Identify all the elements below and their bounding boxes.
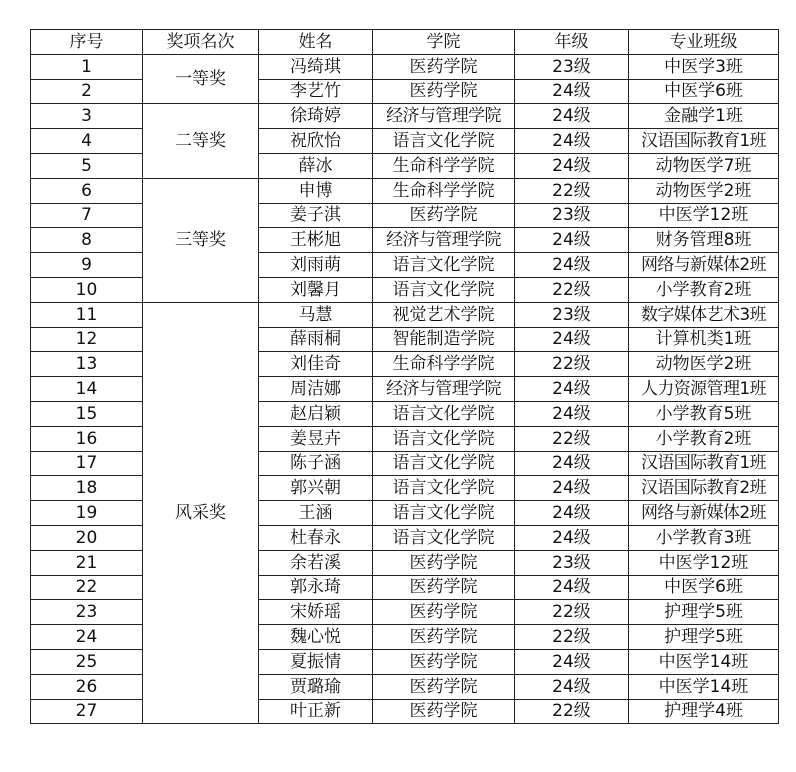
cell-seq: 3 (31, 104, 143, 129)
cell-grade: 24级 (515, 129, 629, 154)
cell-grade: 24级 (515, 79, 629, 104)
cell-class: 小学教育3班 (629, 525, 779, 550)
header-name: 姓名 (259, 30, 373, 55)
cell-seq: 6 (31, 178, 143, 203)
cell-college: 语言文化学院 (373, 253, 515, 278)
cell-name: 祝欣怡 (259, 129, 373, 154)
cell-seq: 15 (31, 401, 143, 426)
cell-college: 医药学院 (373, 674, 515, 699)
cell-grade: 24级 (515, 104, 629, 129)
cell-name: 申博 (259, 178, 373, 203)
cell-college: 医药学院 (373, 79, 515, 104)
cell-seq: 19 (31, 501, 143, 526)
cell-seq: 5 (31, 153, 143, 178)
cell-award: 三等奖 (143, 178, 259, 302)
cell-seq: 4 (31, 129, 143, 154)
cell-grade: 23级 (515, 203, 629, 228)
cell-college: 经济与管理学院 (373, 104, 515, 129)
cell-college: 医药学院 (373, 625, 515, 650)
cell-grade: 22级 (515, 426, 629, 451)
table-row (31, 104, 779, 129)
table-row (31, 302, 779, 327)
cell-grade: 24级 (515, 501, 629, 526)
cell-grade: 24级 (515, 377, 629, 402)
cell-name: 姜子淇 (259, 203, 373, 228)
cell-seq: 20 (31, 525, 143, 550)
cell-grade: 23级 (515, 550, 629, 575)
cell-name: 李艺竹 (259, 79, 373, 104)
cell-name: 刘雨萌 (259, 253, 373, 278)
cell-college: 生命科学学院 (373, 178, 515, 203)
cell-name: 王涵 (259, 501, 373, 526)
cell-class: 中医学12班 (629, 203, 779, 228)
cell-name: 叶正新 (259, 699, 373, 724)
cell-grade: 23级 (515, 54, 629, 79)
cell-seq: 27 (31, 699, 143, 724)
cell-class: 中医学6班 (629, 575, 779, 600)
cell-college: 医药学院 (373, 550, 515, 575)
table-row (31, 54, 779, 79)
cell-name: 刘馨月 (259, 277, 373, 302)
cell-college: 生命科学学院 (373, 153, 515, 178)
header-award: 奖项名次 (143, 30, 259, 55)
cell-award: 风采奖 (143, 302, 259, 724)
cell-seq: 1 (31, 54, 143, 79)
cell-college: 语言文化学院 (373, 501, 515, 526)
table-body (31, 54, 779, 724)
header-college: 学院 (373, 30, 515, 55)
cell-name: 宋娇瑶 (259, 600, 373, 625)
cell-name: 郭兴朝 (259, 476, 373, 501)
cell-class: 护理学5班 (629, 625, 779, 650)
cell-college: 视觉艺术学院 (373, 302, 515, 327)
cell-class: 护理学4班 (629, 699, 779, 724)
header-row (31, 30, 779, 55)
cell-grade: 23级 (515, 302, 629, 327)
cell-college: 医药学院 (373, 699, 515, 724)
cell-grade: 24级 (515, 575, 629, 600)
cell-grade: 22级 (515, 352, 629, 377)
header-grade: 年级 (515, 30, 629, 55)
cell-grade: 24级 (515, 228, 629, 253)
cell-seq: 2 (31, 79, 143, 104)
cell-grade: 22级 (515, 178, 629, 203)
cell-seq: 25 (31, 649, 143, 674)
cell-name: 刘佳奇 (259, 352, 373, 377)
cell-seq: 13 (31, 352, 143, 377)
cell-award: 一等奖 (143, 54, 259, 104)
cell-class: 护理学5班 (629, 600, 779, 625)
cell-college: 医药学院 (373, 203, 515, 228)
table-row (31, 178, 779, 203)
cell-class: 中医学12班 (629, 550, 779, 575)
cell-seq: 24 (31, 625, 143, 650)
cell-college: 语言文化学院 (373, 401, 515, 426)
cell-name: 赵启颖 (259, 401, 373, 426)
cell-class: 金融学1班 (629, 104, 779, 129)
cell-grade: 22级 (515, 277, 629, 302)
cell-class: 小学教育2班 (629, 277, 779, 302)
cell-seq: 14 (31, 377, 143, 402)
cell-class: 小学教育5班 (629, 401, 779, 426)
cell-class: 中医学14班 (629, 674, 779, 699)
cell-name: 杜春永 (259, 525, 373, 550)
cell-name: 贾璐瑜 (259, 674, 373, 699)
cell-college: 生命科学学院 (373, 352, 515, 377)
cell-grade: 24级 (515, 327, 629, 352)
cell-grade: 24级 (515, 451, 629, 476)
cell-grade: 22级 (515, 600, 629, 625)
header-class: 专业班级 (629, 30, 779, 55)
cell-name: 薛冰 (259, 153, 373, 178)
cell-college: 医药学院 (373, 649, 515, 674)
cell-class: 小学教育2班 (629, 426, 779, 451)
cell-grade: 22级 (515, 699, 629, 724)
cell-seq: 9 (31, 253, 143, 278)
cell-name: 冯绮琪 (259, 54, 373, 79)
awards-table (30, 29, 779, 724)
cell-college: 医药学院 (373, 600, 515, 625)
cell-class: 中医学6班 (629, 79, 779, 104)
cell-class: 汉语国际教育1班 (629, 451, 779, 476)
cell-seq: 7 (31, 203, 143, 228)
cell-seq: 22 (31, 575, 143, 600)
cell-seq: 11 (31, 302, 143, 327)
cell-grade: 22级 (515, 625, 629, 650)
cell-seq: 8 (31, 228, 143, 253)
cell-seq: 26 (31, 674, 143, 699)
cell-seq: 10 (31, 277, 143, 302)
cell-college: 智能制造学院 (373, 327, 515, 352)
cell-class: 动物医学2班 (629, 178, 779, 203)
cell-seq: 23 (31, 600, 143, 625)
cell-seq: 16 (31, 426, 143, 451)
cell-seq: 17 (31, 451, 143, 476)
cell-college: 语言文化学院 (373, 129, 515, 154)
cell-class: 数字媒体艺术3班 (629, 302, 779, 327)
cell-class: 动物医学7班 (629, 153, 779, 178)
cell-college: 经济与管理学院 (373, 228, 515, 253)
header-seq: 序号 (31, 30, 143, 55)
cell-class: 计算机类1班 (629, 327, 779, 352)
cell-class: 人力资源管理1班 (629, 377, 779, 402)
cell-seq: 21 (31, 550, 143, 575)
cell-grade: 24级 (515, 649, 629, 674)
cell-college: 语言文化学院 (373, 476, 515, 501)
cell-college: 语言文化学院 (373, 426, 515, 451)
cell-college: 语言文化学院 (373, 525, 515, 550)
cell-name: 魏心悦 (259, 625, 373, 650)
cell-class: 动物医学2班 (629, 352, 779, 377)
cell-seq: 12 (31, 327, 143, 352)
cell-grade: 24级 (515, 153, 629, 178)
cell-name: 王彬旭 (259, 228, 373, 253)
cell-name: 余若溪 (259, 550, 373, 575)
cell-award: 二等奖 (143, 104, 259, 178)
cell-college: 语言文化学院 (373, 277, 515, 302)
cell-name: 郭永琦 (259, 575, 373, 600)
cell-seq: 18 (31, 476, 143, 501)
cell-grade: 24级 (515, 253, 629, 278)
cell-name: 姜昱卉 (259, 426, 373, 451)
cell-class: 中医学14班 (629, 649, 779, 674)
cell-grade: 24级 (515, 674, 629, 699)
cell-class: 中医学3班 (629, 54, 779, 79)
cell-grade: 24级 (515, 476, 629, 501)
cell-class: 网络与新媒体2班 (629, 253, 779, 278)
cell-class: 财务管理8班 (629, 228, 779, 253)
table-header (31, 30, 779, 55)
cell-name: 马慧 (259, 302, 373, 327)
cell-class: 汉语国际教育1班 (629, 129, 779, 154)
cell-class: 网络与新媒体2班 (629, 501, 779, 526)
cell-name: 夏振情 (259, 649, 373, 674)
cell-grade: 24级 (515, 525, 629, 550)
cell-class: 汉语国际教育2班 (629, 476, 779, 501)
cell-college: 医药学院 (373, 575, 515, 600)
cell-name: 陈子涵 (259, 451, 373, 476)
cell-college: 语言文化学院 (373, 451, 515, 476)
cell-college: 医药学院 (373, 54, 515, 79)
cell-grade: 24级 (515, 401, 629, 426)
cell-college: 经济与管理学院 (373, 377, 515, 402)
cell-name: 徐琦婷 (259, 104, 373, 129)
cell-name: 周洁娜 (259, 377, 373, 402)
cell-name: 薛雨桐 (259, 327, 373, 352)
